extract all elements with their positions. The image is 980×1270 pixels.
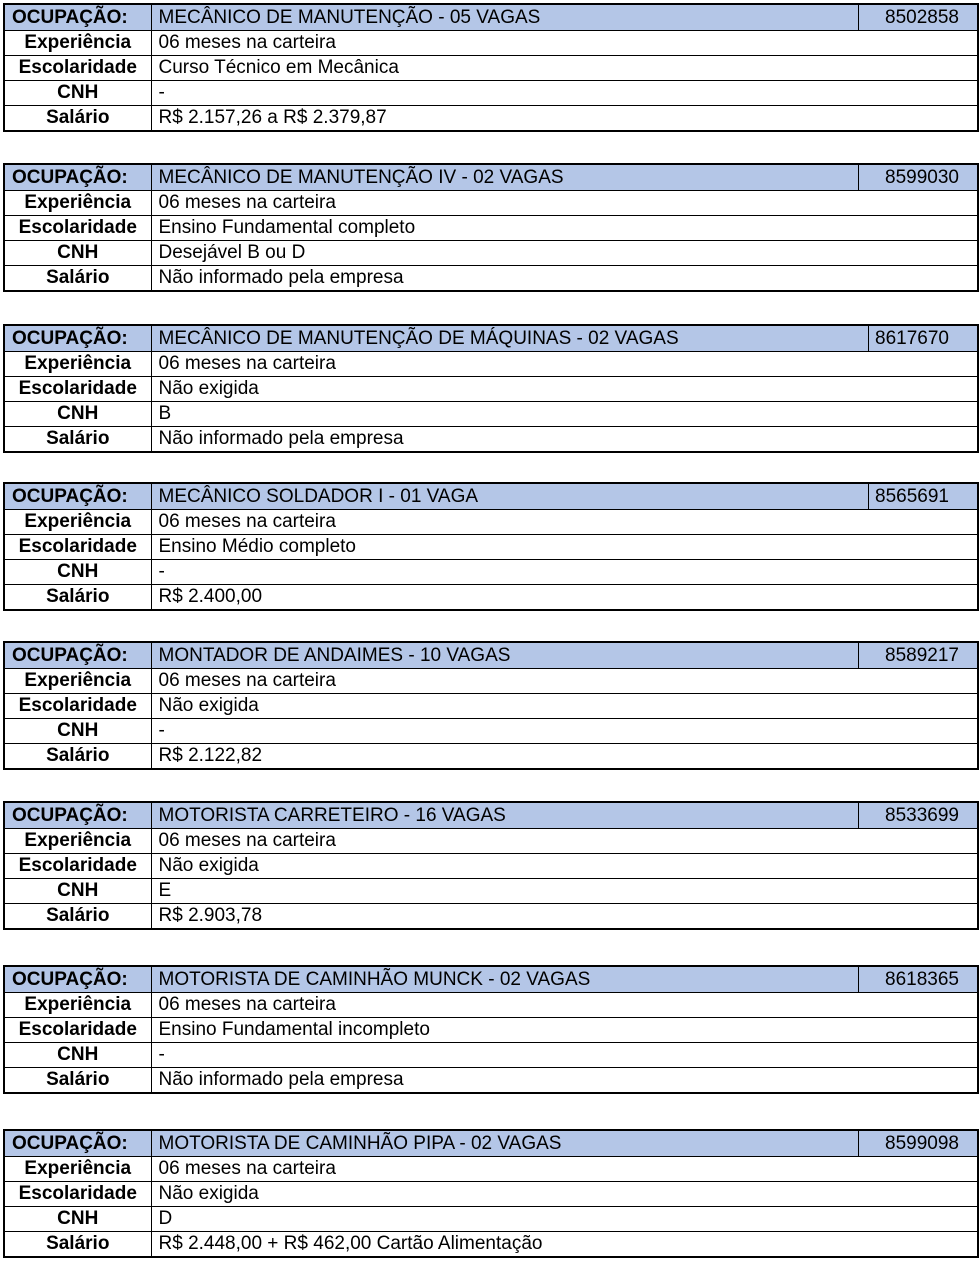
salario-label: Salário: [4, 1232, 151, 1258]
cnh-label: CNH: [4, 241, 151, 266]
job-code: 8618365: [858, 966, 978, 993]
job-header-row: [4, 4, 978, 31]
job-header-row: [4, 164, 978, 191]
escolaridade-row: [4, 1182, 978, 1207]
salario-row: [4, 1068, 978, 1094]
escolaridade-row: [4, 694, 978, 719]
escolaridade-value: Não exigida: [151, 377, 978, 402]
experiencia-value: 06 meses na carteira: [151, 510, 978, 535]
escolaridade-value: Curso Técnico em Mecânica: [151, 56, 978, 81]
salario-row: [4, 744, 978, 770]
salario-row: [4, 585, 978, 611]
experiencia-row: [4, 993, 978, 1018]
cnh-label: CNH: [4, 560, 151, 585]
salario-row: [4, 904, 978, 930]
salario-value: R$ 2.400,00: [151, 585, 978, 611]
escolaridade-label: Escolaridade: [4, 1182, 151, 1207]
experiencia-value: 06 meses na carteira: [151, 191, 978, 216]
salario-value: Não informado pela empresa: [151, 427, 978, 453]
escolaridade-value: Ensino Fundamental completo: [151, 216, 978, 241]
salario-label: Salário: [4, 427, 151, 453]
escolaridade-value: Não exigida: [151, 854, 978, 879]
salario-label: Salário: [4, 744, 151, 770]
cnh-label: CNH: [4, 719, 151, 744]
cnh-value: -: [151, 81, 978, 106]
job-title: MECÂNICO DE MANUTENÇÃO - 05 VAGAS: [151, 4, 858, 31]
cnh-label: CNH: [4, 1207, 151, 1232]
cnh-row: [4, 402, 978, 427]
job-header-row: [4, 802, 978, 829]
escolaridade-row: [4, 216, 978, 241]
experiencia-value: 06 meses na carteira: [151, 1157, 978, 1182]
cnh-value: -: [151, 1043, 978, 1068]
job-title: MOTORISTA DE CAMINHÃO PIPA - 02 VAGAS: [151, 1130, 858, 1157]
salario-value: R$ 2.448,00 + R$ 462,00 Cartão Alimentação: [151, 1232, 978, 1258]
experiencia-row: [4, 1157, 978, 1182]
cnh-value: Desejável B ou D: [151, 241, 978, 266]
salario-value: R$ 2.903,78: [151, 904, 978, 930]
escolaridade-row: [4, 377, 978, 402]
job-listing: [3, 641, 979, 770]
job-header-row: [4, 966, 978, 993]
cnh-value: -: [151, 719, 978, 744]
ocupacao-label: OCUPAÇÃO:: [4, 325, 151, 352]
escolaridade-label: Escolaridade: [4, 535, 151, 560]
experiencia-value: 06 meses na carteira: [151, 669, 978, 694]
experiencia-row: [4, 352, 978, 377]
ocupacao-label: OCUPAÇÃO:: [4, 966, 151, 993]
experiencia-row: [4, 191, 978, 216]
job-title: MECÂNICO SOLDADOR I - 01 VAGA: [151, 483, 868, 510]
ocupacao-label: OCUPAÇÃO:: [4, 4, 151, 31]
ocupacao-label: OCUPAÇÃO:: [4, 1130, 151, 1157]
job-code: 8565691: [868, 483, 978, 510]
escolaridade-label: Escolaridade: [4, 377, 151, 402]
salario-label: Salário: [4, 1068, 151, 1094]
escolaridade-row: [4, 1018, 978, 1043]
escolaridade-label: Escolaridade: [4, 216, 151, 241]
experiencia-value: 06 meses na carteira: [151, 993, 978, 1018]
cnh-row: [4, 81, 978, 106]
job-listing: [3, 801, 979, 930]
experiencia-row: [4, 510, 978, 535]
escolaridade-label: Escolaridade: [4, 1018, 151, 1043]
job-header-row: [4, 1130, 978, 1157]
job-code: 8502858: [858, 4, 978, 31]
salario-row: [4, 266, 978, 292]
job-listing: [3, 324, 979, 453]
experiencia-label: Experiência: [4, 510, 151, 535]
cnh-label: CNH: [4, 879, 151, 904]
escolaridade-label: Escolaridade: [4, 694, 151, 719]
salario-row: [4, 427, 978, 453]
escolaridade-value: Não exigida: [151, 694, 978, 719]
cnh-value: B: [151, 402, 978, 427]
escolaridade-value: Ensino Fundamental incompleto: [151, 1018, 978, 1043]
job-title: MONTADOR DE ANDAIMES - 10 VAGAS: [151, 642, 858, 669]
cnh-label: CNH: [4, 402, 151, 427]
experiencia-label: Experiência: [4, 993, 151, 1018]
ocupacao-label: OCUPAÇÃO:: [4, 802, 151, 829]
cnh-row: [4, 879, 978, 904]
job-code: 8599030: [858, 164, 978, 191]
job-listing: [3, 482, 979, 611]
cnh-row: [4, 1207, 978, 1232]
experiencia-value: 06 meses na carteira: [151, 829, 978, 854]
cnh-row: [4, 560, 978, 585]
job-header-row: [4, 325, 978, 352]
experiencia-label: Experiência: [4, 191, 151, 216]
ocupacao-label: OCUPAÇÃO:: [4, 642, 151, 669]
experiencia-label: Experiência: [4, 31, 151, 56]
experiencia-row: [4, 669, 978, 694]
escolaridade-row: [4, 535, 978, 560]
job-code: 8617670: [868, 325, 978, 352]
job-header-row: [4, 642, 978, 669]
experiencia-label: Experiência: [4, 352, 151, 377]
escolaridade-label: Escolaridade: [4, 854, 151, 879]
salario-row: [4, 1232, 978, 1258]
salario-value: Não informado pela empresa: [151, 1068, 978, 1094]
experiencia-label: Experiência: [4, 1157, 151, 1182]
salario-row: [4, 106, 978, 132]
job-code: 8533699: [858, 802, 978, 829]
cnh-value: E: [151, 879, 978, 904]
salario-label: Salário: [4, 106, 151, 132]
escolaridade-value: Não exigida: [151, 1182, 978, 1207]
escolaridade-label: Escolaridade: [4, 56, 151, 81]
cnh-label: CNH: [4, 81, 151, 106]
job-header-row: [4, 483, 978, 510]
escolaridade-value: Ensino Médio completo: [151, 535, 978, 560]
job-title: MOTORISTA CARRETEIRO - 16 VAGAS: [151, 802, 858, 829]
cnh-value: -: [151, 560, 978, 585]
escolaridade-row: [4, 854, 978, 879]
job-listing: [3, 3, 979, 132]
job-code: 8589217: [858, 642, 978, 669]
cnh-value: D: [151, 1207, 978, 1232]
experiencia-value: 06 meses na carteira: [151, 352, 978, 377]
salario-label: Salário: [4, 266, 151, 292]
ocupacao-label: OCUPAÇÃO:: [4, 164, 151, 191]
job-listing: [3, 163, 979, 292]
experiencia-row: [4, 31, 978, 56]
experiencia-row: [4, 829, 978, 854]
job-title: MECÂNICO DE MANUTENÇÃO DE MÁQUINAS - 02 VAGAS: [151, 325, 868, 352]
salario-label: Salário: [4, 585, 151, 611]
job-listing: [3, 965, 979, 1094]
experiencia-value: 06 meses na carteira: [151, 31, 978, 56]
job-listing: [3, 1129, 979, 1258]
escolaridade-row: [4, 56, 978, 81]
experiencia-label: Experiência: [4, 669, 151, 694]
cnh-row: [4, 241, 978, 266]
job-title: MECÂNICO DE MANUTENÇÃO IV - 02 VAGAS: [151, 164, 858, 191]
salario-value: R$ 2.157,26 a R$ 2.379,87: [151, 106, 978, 132]
experiencia-label: Experiência: [4, 829, 151, 854]
cnh-row: [4, 1043, 978, 1068]
job-code: 8599098: [858, 1130, 978, 1157]
ocupacao-label: OCUPAÇÃO:: [4, 483, 151, 510]
salario-value: R$ 2.122,82: [151, 744, 978, 770]
cnh-row: [4, 719, 978, 744]
job-title: MOTORISTA DE CAMINHÃO MUNCK - 02 VAGAS: [151, 966, 858, 993]
salario-label: Salário: [4, 904, 151, 930]
cnh-label: CNH: [4, 1043, 151, 1068]
salario-value: Não informado pela empresa: [151, 266, 978, 292]
